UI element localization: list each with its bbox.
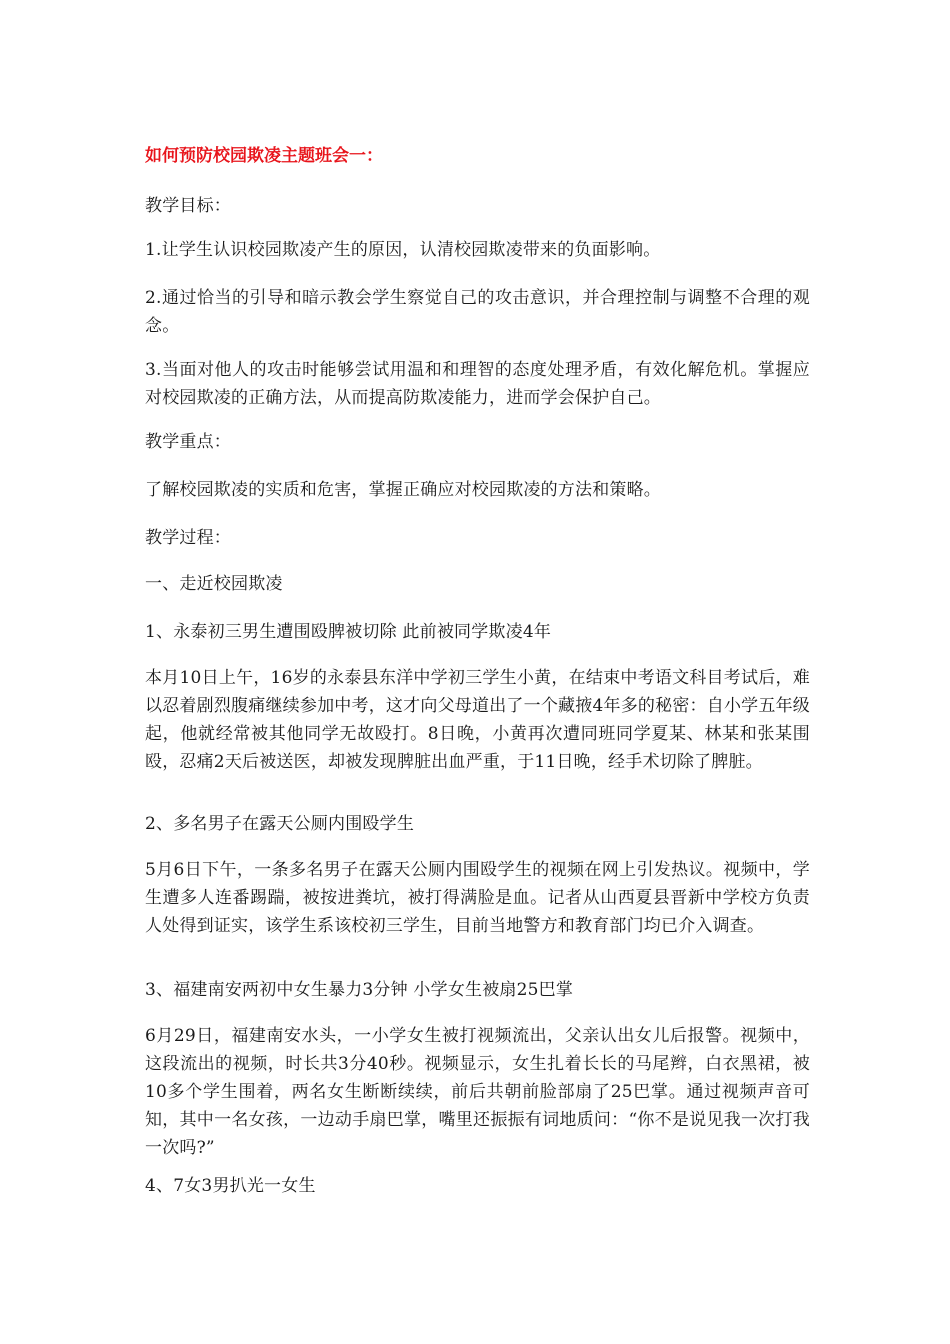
- case-2-text: 5月6日下午，一条多名男子在露天公厕内围殴学生的视频在网上引发热议。视频中，学生遭多人连番踢踹，被按进粪坑，被打得满脸是血。记者从山西夏县晋新中学校方负责人处得到证实，该学生系该校初三学生，目前当地警方和教育部门均已介入调查。: [145, 860, 810, 936]
- key-points-text: 了解校园欺凌的实质和危害，掌握正确应对校园欺凌的方法和策略。: [145, 480, 661, 500]
- section-heading-objectives: 教学目标：: [145, 196, 231, 216]
- section-heading-process: 教学过程：: [145, 528, 231, 548]
- case-2-heading: 2、多名男子在露天公厕内围殴学生: [145, 814, 415, 834]
- objective-3: 3.当面对他人的攻击时能够尝试用温和和理智的态度处理矛盾，有效化解危机。掌握应对校园欺凌的正确方法，从而提高防欺凌能力，进而学会保护自己。: [145, 360, 810, 408]
- case-3-heading: 3、福建南安两初中女生暴力3分钟 小学女生被扇25巴掌: [145, 980, 574, 1000]
- document-title: 如何预防校园欺凌主题班会一：: [145, 146, 383, 166]
- case-4-heading: 4、7女3男扒光一女生: [145, 1176, 316, 1196]
- case-3-text: 6月29日，福建南安水头，一小学女生被打视频流出，父亲认出女儿后报警。视频中，这段流出的视频，时长共3分40秒。视频显示，女生扎着长长的马尾辫，白衣黑裙，被10多个学生围着，两名女生断断续续，前后共朝前脸部扇了25巴掌。通过视频声音可知，其中一名女孩，一边动手扇巴掌，嘴里还振振有词地质问：“你不是说见我一次打我一次吗?”: [145, 1026, 810, 1158]
- section-1-heading: 一、走近校园欺凌: [145, 574, 283, 594]
- objective-1: 1.让学生认识校园欺凌产生的原因，认清校园欺凌带来的负面影响。: [145, 240, 661, 260]
- case-1-text: 本月10日上午，16岁的永泰县东洋中学初三学生小黄，在结束中考语文科目考试后，难以忍着剧烈腹痛继续参加中考，这才向父母道出了一个藏掖4年多的秘密：自小学五年级起，他就经常被其他同学无故殴打。8日晚，小黄再次遭同班同学夏某、林某和张某围殴，忍痛2天后被送医，却被发现脾脏出血严重，于11日晚，经手术切除了脾脏。: [145, 668, 810, 772]
- case-1-heading: 1、永泰初三男生遭围殴脾被切除 此前被同学欺凌4年: [145, 622, 552, 642]
- objective-2: 2.通过恰当的引导和暗示教会学生察觉自己的攻击意识，并合理控制与调整不合理的观念。: [145, 288, 810, 336]
- section-heading-key-points: 教学重点：: [145, 432, 231, 452]
